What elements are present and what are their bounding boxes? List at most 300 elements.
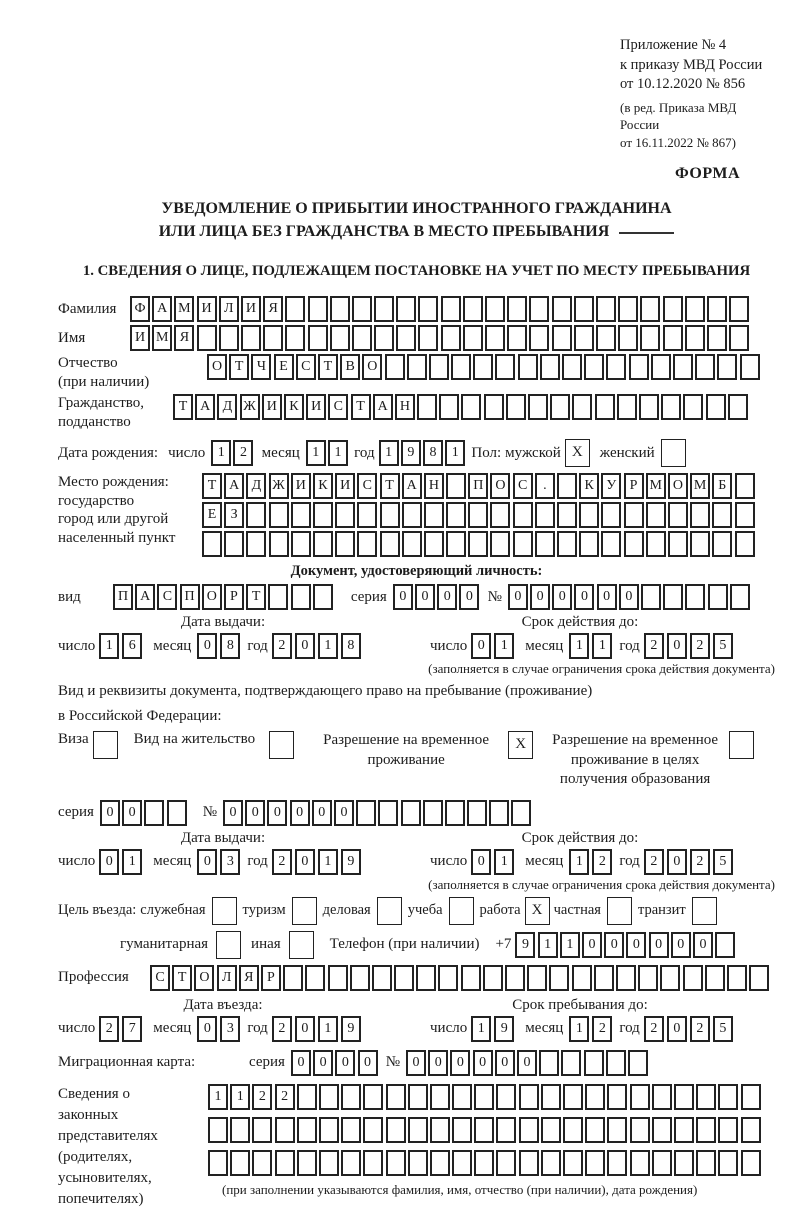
cell[interactable] <box>418 296 438 322</box>
cell[interactable] <box>557 531 577 557</box>
cell[interactable] <box>730 584 750 610</box>
cell[interactable]: И <box>306 394 326 420</box>
cell[interactable] <box>468 531 488 557</box>
cell[interactable] <box>246 502 266 528</box>
cell[interactable]: 1 <box>318 849 338 875</box>
cell[interactable] <box>660 965 680 991</box>
cell[interactable] <box>607 1084 627 1110</box>
cell[interactable]: 1 <box>494 849 514 875</box>
cell[interactable]: 1 <box>211 440 231 466</box>
cell[interactable] <box>308 296 328 322</box>
cell[interactable]: 0 <box>495 1050 515 1076</box>
cell[interactable]: М <box>152 325 172 351</box>
cell[interactable]: 7 <box>122 1016 142 1042</box>
cell[interactable]: О <box>194 965 214 991</box>
cell[interactable] <box>707 325 727 351</box>
cell[interactable]: 1 <box>569 849 589 875</box>
cell[interactable]: Н <box>424 473 444 499</box>
cell[interactable]: Р <box>624 473 644 499</box>
cell[interactable] <box>741 1117 761 1143</box>
cell[interactable]: 5 <box>713 1016 733 1042</box>
cell[interactable] <box>386 1117 406 1143</box>
cell[interactable] <box>330 296 350 322</box>
cell[interactable] <box>424 531 444 557</box>
cell[interactable] <box>663 325 683 351</box>
purpose-business-checkbox[interactable] <box>377 897 402 925</box>
cell[interactable] <box>607 1117 627 1143</box>
cell[interactable] <box>341 1084 361 1110</box>
cell[interactable]: 2 <box>275 1084 295 1110</box>
cell[interactable] <box>630 1084 650 1110</box>
cell[interactable] <box>562 354 582 380</box>
cell[interactable] <box>341 1150 361 1176</box>
cell[interactable]: 2 <box>99 1016 119 1042</box>
cell[interactable] <box>490 531 510 557</box>
cell[interactable]: 2 <box>252 1084 272 1110</box>
cell[interactable] <box>652 1150 672 1176</box>
cell[interactable] <box>528 394 548 420</box>
cell[interactable] <box>461 965 481 991</box>
cell[interactable] <box>690 531 710 557</box>
cell[interactable]: П <box>468 473 488 499</box>
cell[interactable] <box>519 1150 539 1176</box>
cell[interactable]: 5 <box>713 849 733 875</box>
cell[interactable]: А <box>402 473 422 499</box>
purpose-private-checkbox[interactable] <box>607 897 632 925</box>
cell[interactable]: 2 <box>592 1016 612 1042</box>
cell[interactable] <box>690 502 710 528</box>
cell[interactable] <box>144 800 164 826</box>
cell[interactable]: Я <box>263 296 283 322</box>
cell[interactable]: К <box>579 473 599 499</box>
cell[interactable] <box>396 325 416 351</box>
cell[interactable] <box>386 1150 406 1176</box>
purpose-transit-checkbox[interactable] <box>692 897 717 925</box>
cell[interactable]: Я <box>239 965 259 991</box>
cell[interactable] <box>385 354 405 380</box>
cell[interactable]: 5 <box>713 633 733 659</box>
cell[interactable] <box>197 325 217 351</box>
cell[interactable]: 0 <box>667 849 687 875</box>
cell[interactable]: Ф <box>130 296 150 322</box>
cell[interactable] <box>363 1150 383 1176</box>
cell[interactable] <box>663 584 683 610</box>
cell[interactable]: 0 <box>471 849 491 875</box>
cell[interactable]: О <box>668 473 688 499</box>
cell[interactable] <box>618 296 638 322</box>
cell[interactable]: 9 <box>401 440 421 466</box>
cell[interactable] <box>208 1150 228 1176</box>
cell[interactable] <box>268 584 288 610</box>
cell[interactable]: 0 <box>406 1050 426 1076</box>
cell[interactable] <box>606 354 626 380</box>
cell[interactable]: 0 <box>552 584 572 610</box>
cell[interactable] <box>708 584 728 610</box>
cell[interactable]: С <box>357 473 377 499</box>
cell[interactable] <box>313 502 333 528</box>
cell[interactable] <box>618 325 638 351</box>
cell[interactable]: 8 <box>220 633 240 659</box>
cell[interactable] <box>305 965 325 991</box>
cell[interactable]: А <box>152 296 172 322</box>
cell[interactable]: 1 <box>379 440 399 466</box>
cell[interactable]: 2 <box>592 849 612 875</box>
cell[interactable]: 2 <box>272 633 292 659</box>
cell[interactable] <box>519 1117 539 1143</box>
cell[interactable] <box>601 531 621 557</box>
cell[interactable]: А <box>224 473 244 499</box>
cell[interactable]: Ж <box>269 473 289 499</box>
cell[interactable] <box>668 502 688 528</box>
cell[interactable] <box>328 965 348 991</box>
cell[interactable]: 0 <box>100 800 120 826</box>
cell[interactable]: И <box>291 473 311 499</box>
cell[interactable] <box>485 296 505 322</box>
cell[interactable] <box>275 1117 295 1143</box>
cell[interactable]: 0 <box>197 849 217 875</box>
cell[interactable] <box>595 394 615 420</box>
cell[interactable] <box>474 1150 494 1176</box>
cell[interactable] <box>579 502 599 528</box>
cell[interactable]: 2 <box>644 1016 664 1042</box>
cell[interactable]: 1 <box>122 849 142 875</box>
visa-checkbox[interactable] <box>93 731 118 759</box>
cell[interactable] <box>572 394 592 420</box>
cell[interactable] <box>718 1084 738 1110</box>
cell[interactable] <box>557 502 577 528</box>
cell[interactable]: Т <box>172 965 192 991</box>
cell[interactable] <box>285 296 305 322</box>
cell[interactable]: 0 <box>604 932 624 958</box>
cell[interactable] <box>513 502 533 528</box>
cell[interactable] <box>712 502 732 528</box>
cell[interactable] <box>483 965 503 991</box>
cell[interactable]: 0 <box>619 584 639 610</box>
cell[interactable] <box>718 1117 738 1143</box>
cell[interactable]: 6 <box>122 633 142 659</box>
cell[interactable] <box>468 502 488 528</box>
cell[interactable]: 0 <box>334 800 354 826</box>
cell[interactable] <box>335 502 355 528</box>
cell[interactable] <box>495 354 515 380</box>
cell[interactable]: И <box>197 296 217 322</box>
cell[interactable]: С <box>296 354 316 380</box>
cell[interactable]: Р <box>224 584 244 610</box>
cell[interactable]: 0 <box>473 1050 493 1076</box>
cell[interactable]: М <box>646 473 666 499</box>
cell[interactable]: А <box>373 394 393 420</box>
cell[interactable] <box>446 473 466 499</box>
cell[interactable] <box>330 325 350 351</box>
purpose-work-checkbox[interactable]: X <box>525 897 550 925</box>
cell[interactable] <box>527 965 547 991</box>
cell[interactable] <box>489 800 509 826</box>
cell[interactable] <box>511 800 531 826</box>
cell[interactable]: 1 <box>208 1084 228 1110</box>
cell[interactable]: 1 <box>328 440 348 466</box>
cell[interactable] <box>297 1084 317 1110</box>
cell[interactable]: А <box>195 394 215 420</box>
cell[interactable] <box>535 531 555 557</box>
cell[interactable] <box>584 354 604 380</box>
cell[interactable]: 0 <box>415 584 435 610</box>
cell[interactable]: Т <box>229 354 249 380</box>
cell[interactable] <box>585 1150 605 1176</box>
cell[interactable] <box>749 965 769 991</box>
cell[interactable] <box>735 502 755 528</box>
cell[interactable]: Ч <box>251 354 271 380</box>
cell[interactable] <box>661 394 681 420</box>
cell[interactable]: 0 <box>667 1016 687 1042</box>
cell[interactable] <box>496 1150 516 1176</box>
cell[interactable] <box>574 296 594 322</box>
cell[interactable] <box>269 502 289 528</box>
cell[interactable] <box>685 584 705 610</box>
cell[interactable] <box>629 354 649 380</box>
cell[interactable] <box>552 296 572 322</box>
cell[interactable]: 9 <box>341 849 361 875</box>
purpose-other-checkbox[interactable] <box>289 931 314 959</box>
cell[interactable] <box>363 1084 383 1110</box>
cell[interactable] <box>518 354 538 380</box>
cell[interactable]: О <box>207 354 227 380</box>
cell[interactable] <box>607 1150 627 1176</box>
cell[interactable] <box>430 1150 450 1176</box>
cell[interactable]: М <box>174 296 194 322</box>
cell[interactable]: 0 <box>197 633 217 659</box>
cell[interactable] <box>505 965 525 991</box>
cell[interactable]: 0 <box>295 1016 315 1042</box>
cell[interactable]: В <box>340 354 360 380</box>
cell[interactable]: 0 <box>313 1050 333 1076</box>
cell[interactable]: Б <box>712 473 732 499</box>
cell[interactable]: 0 <box>508 584 528 610</box>
cell[interactable] <box>663 296 683 322</box>
cell[interactable]: М <box>690 473 710 499</box>
cell[interactable] <box>630 1117 650 1143</box>
cell[interactable] <box>430 1084 450 1110</box>
cell[interactable] <box>308 325 328 351</box>
cell[interactable]: 2 <box>233 440 253 466</box>
cell[interactable] <box>473 354 493 380</box>
cell[interactable] <box>541 1117 561 1143</box>
cell[interactable] <box>378 800 398 826</box>
cell[interactable] <box>446 502 466 528</box>
cell[interactable] <box>651 354 671 380</box>
cell[interactable] <box>241 325 261 351</box>
cell[interactable] <box>319 1084 339 1110</box>
cell[interactable]: 1 <box>445 440 465 466</box>
cell[interactable] <box>561 1050 581 1076</box>
cell[interactable] <box>639 394 659 420</box>
cell[interactable]: 1 <box>306 440 326 466</box>
cell[interactable]: 0 <box>671 932 691 958</box>
cell[interactable] <box>685 325 705 351</box>
cell[interactable] <box>394 965 414 991</box>
cell[interactable] <box>628 1050 648 1076</box>
cell[interactable] <box>640 296 660 322</box>
cell[interactable]: 0 <box>295 849 315 875</box>
cell[interactable]: 2 <box>272 1016 292 1042</box>
cell[interactable] <box>506 394 526 420</box>
purpose-tourism-checkbox[interactable] <box>292 897 317 925</box>
cell[interactable]: 0 <box>99 849 119 875</box>
cell[interactable] <box>408 1150 428 1176</box>
cell[interactable] <box>252 1117 272 1143</box>
cell[interactable] <box>606 1050 626 1076</box>
cell[interactable]: 0 <box>517 1050 537 1076</box>
cell[interactable] <box>372 965 392 991</box>
cell[interactable] <box>291 584 311 610</box>
cell[interactable] <box>496 1084 516 1110</box>
cell[interactable]: 0 <box>223 800 243 826</box>
cell[interactable]: Ж <box>240 394 260 420</box>
cell[interactable] <box>291 502 311 528</box>
cell[interactable]: О <box>490 473 510 499</box>
cell[interactable] <box>563 1084 583 1110</box>
cell[interactable] <box>401 800 421 826</box>
cell[interactable]: У <box>601 473 621 499</box>
cell[interactable] <box>408 1084 428 1110</box>
cell[interactable] <box>423 800 443 826</box>
cell[interactable] <box>283 965 303 991</box>
cell[interactable] <box>202 531 222 557</box>
cell[interactable] <box>549 965 569 991</box>
temp-residence-checkbox[interactable]: X <box>508 731 533 759</box>
cell[interactable] <box>230 1150 250 1176</box>
cell[interactable] <box>507 296 527 322</box>
cell[interactable]: 1 <box>471 1016 491 1042</box>
cell[interactable] <box>557 473 577 499</box>
cell[interactable]: 0 <box>393 584 413 610</box>
cell[interactable]: И <box>130 325 150 351</box>
cell[interactable]: 2 <box>690 1016 710 1042</box>
cell[interactable]: К <box>313 473 333 499</box>
cell[interactable] <box>674 1084 694 1110</box>
cell[interactable]: 0 <box>267 800 287 826</box>
cell[interactable] <box>712 531 732 557</box>
cell[interactable] <box>275 1150 295 1176</box>
cell[interactable] <box>452 1150 472 1176</box>
cell[interactable]: 0 <box>197 1016 217 1042</box>
cell[interactable]: Т <box>351 394 371 420</box>
cell[interactable]: 0 <box>471 633 491 659</box>
cell[interactable] <box>707 296 727 322</box>
cell[interactable] <box>541 1150 561 1176</box>
cell[interactable] <box>638 965 658 991</box>
cell[interactable]: З <box>224 502 244 528</box>
cell[interactable]: Д <box>246 473 266 499</box>
cell[interactable]: Л <box>217 965 237 991</box>
cell[interactable] <box>252 1150 272 1176</box>
cell[interactable] <box>474 1084 494 1110</box>
cell[interactable] <box>297 1150 317 1176</box>
cell[interactable]: 0 <box>245 800 265 826</box>
cell[interactable] <box>740 354 760 380</box>
cell[interactable] <box>461 394 481 420</box>
cell[interactable] <box>441 325 461 351</box>
cell[interactable]: О <box>362 354 382 380</box>
cell[interactable] <box>408 1117 428 1143</box>
cell[interactable] <box>552 325 572 351</box>
cell[interactable] <box>596 325 616 351</box>
cell[interactable]: 0 <box>335 1050 355 1076</box>
cell[interactable] <box>507 325 527 351</box>
cell[interactable]: 1 <box>592 633 612 659</box>
cell[interactable] <box>474 1117 494 1143</box>
cell[interactable] <box>652 1084 672 1110</box>
cell[interactable]: 9 <box>494 1016 514 1042</box>
cell[interactable]: Е <box>274 354 294 380</box>
cell[interactable] <box>396 296 416 322</box>
cell[interactable] <box>683 394 703 420</box>
cell[interactable]: 0 <box>574 584 594 610</box>
cell[interactable] <box>402 531 422 557</box>
cell[interactable] <box>441 296 461 322</box>
cell[interactable]: И <box>262 394 282 420</box>
cell[interactable]: 2 <box>272 849 292 875</box>
cell[interactable] <box>263 325 283 351</box>
cell[interactable] <box>741 1150 761 1176</box>
cell[interactable]: О <box>202 584 222 610</box>
cell[interactable] <box>727 965 747 991</box>
cell[interactable] <box>357 502 377 528</box>
cell[interactable] <box>463 296 483 322</box>
cell[interactable] <box>402 502 422 528</box>
cell[interactable] <box>729 296 749 322</box>
cell[interactable]: 0 <box>437 584 457 610</box>
cell[interactable] <box>673 354 693 380</box>
cell[interactable] <box>374 325 394 351</box>
cell[interactable]: 0 <box>428 1050 448 1076</box>
cell[interactable] <box>335 531 355 557</box>
cell[interactable]: . <box>535 473 555 499</box>
cell[interactable] <box>563 1117 583 1143</box>
cell[interactable] <box>407 354 427 380</box>
cell[interactable]: И <box>241 296 261 322</box>
cell[interactable] <box>715 932 735 958</box>
cell[interactable]: 0 <box>530 584 550 610</box>
cell[interactable] <box>490 502 510 528</box>
male-checkbox[interactable]: X <box>565 439 590 467</box>
cell[interactable] <box>630 1150 650 1176</box>
cell[interactable] <box>452 1117 472 1143</box>
cell[interactable] <box>363 1117 383 1143</box>
cell[interactable] <box>705 965 725 991</box>
cell[interactable]: Т <box>246 584 266 610</box>
cell[interactable] <box>424 502 444 528</box>
residence-permit-checkbox[interactable] <box>269 731 294 759</box>
cell[interactable] <box>224 531 244 557</box>
cell[interactable]: 1 <box>538 932 558 958</box>
cell[interactable] <box>246 531 266 557</box>
cell[interactable] <box>696 1117 716 1143</box>
cell[interactable]: Я <box>174 325 194 351</box>
cell[interactable] <box>718 1150 738 1176</box>
cell[interactable]: 1 <box>560 932 580 958</box>
cell[interactable] <box>352 296 372 322</box>
cell[interactable] <box>451 354 471 380</box>
cell[interactable] <box>356 800 376 826</box>
cell[interactable] <box>735 531 755 557</box>
cell[interactable] <box>729 325 749 351</box>
cell[interactable] <box>208 1117 228 1143</box>
cell[interactable]: 8 <box>423 440 443 466</box>
cell[interactable] <box>541 1084 561 1110</box>
cell[interactable] <box>640 325 660 351</box>
cell[interactable]: С <box>150 965 170 991</box>
cell[interactable] <box>584 1050 604 1076</box>
